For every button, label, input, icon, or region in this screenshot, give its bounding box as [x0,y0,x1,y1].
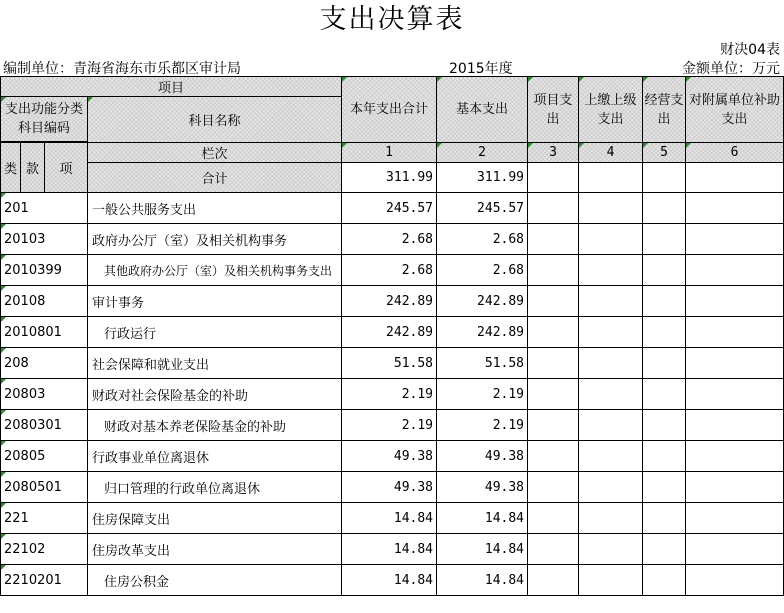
row-subsidiary[interactable] [686,224,784,255]
row-basic[interactable]: 14.84 [437,503,528,534]
table-row [1,255,784,286]
entry-header: 项 [45,143,88,193]
row-business[interactable] [643,503,686,534]
row-code[interactable]: 20108 [1,286,88,317]
col-basic-header: 基本支出 [437,77,528,143]
row-subsidiary[interactable] [686,503,784,534]
row-total[interactable]: 245.57 [342,193,437,224]
form-number: 财决04表 [720,42,780,58]
row-total[interactable]: 2.19 [342,379,437,410]
table-row [1,379,784,410]
row-code[interactable]: 201 [1,193,88,224]
row-basic[interactable]: 242.89 [437,317,528,348]
row-subsidiary[interactable] [686,534,784,565]
row-project[interactable] [528,255,579,286]
row-basic[interactable]: 51.58 [437,348,528,379]
row-total[interactable]: 51.58 [342,348,437,379]
row-name[interactable]: 一般公共服务支出 [88,193,342,224]
row-project[interactable] [528,348,579,379]
row-business[interactable] [643,255,686,286]
row-code[interactable]: 208 [1,348,88,379]
row-basic[interactable]: 245.57 [437,193,528,224]
row-project[interactable] [528,565,579,596]
func-code-header: 支出功能分类科目编码 [1,97,88,142]
row-business[interactable] [643,348,686,379]
row-project[interactable] [528,317,579,348]
row-name[interactable]: 政府办公厅（室）及相关机构事务 [88,224,342,255]
row-name[interactable]: 社会保障和就业支出 [88,348,342,379]
row-basic[interactable]: 242.89 [437,286,528,317]
row-upper[interactable] [579,410,643,441]
row-upper[interactable] [579,317,643,348]
row-name[interactable]: 财政对基本养老保险基金的补助 [88,410,342,441]
row-business[interactable] [643,410,686,441]
row-business[interactable] [643,534,686,565]
col-number-3: 3 [528,143,579,163]
row-business[interactable] [643,472,686,503]
row-subsidiary[interactable] [686,565,784,596]
row-upper[interactable] [579,503,643,534]
row-upper[interactable] [579,441,643,472]
row-total[interactable]: 2.19 [342,410,437,441]
compiling-unit: 编制单位：青海省海东市乐都区审计局 [3,61,241,77]
item-header: 项目 [1,77,342,97]
row-project[interactable] [528,441,579,472]
row-business[interactable] [643,379,686,410]
row-business[interactable] [643,193,686,224]
row-basic[interactable]: 14.84 [437,565,528,596]
row-upper[interactable] [579,565,643,596]
row-project[interactable] [528,503,579,534]
table-row [1,286,784,317]
table-row [1,503,784,534]
table-row [1,193,784,224]
row-total[interactable]: 14.84 [342,534,437,565]
row-upper[interactable] [579,193,643,224]
row-subsidiary[interactable] [686,193,784,224]
row-basic[interactable]: 2.19 [437,379,528,410]
sum-business[interactable] [643,163,686,193]
row-name[interactable]: 住房保障支出 [88,503,342,534]
row-code[interactable]: 22102 [1,534,88,565]
row-project[interactable] [528,379,579,410]
col-upper-header: 上缴上级支出 [579,77,643,143]
row-total[interactable]: 49.38 [342,472,437,503]
col-subsidiary-header: 对附属单位补助支出 [686,77,784,143]
row-business[interactable] [643,286,686,317]
row-name[interactable]: 行政事业单位离退休 [88,441,342,472]
sum-label: 合计 [88,163,342,193]
row-code[interactable]: 20803 [1,379,88,410]
row-project[interactable] [528,224,579,255]
row-code[interactable]: 2010399 [1,255,88,286]
table-row [1,441,784,472]
col-number-2: 2 [437,143,528,163]
table-row [1,348,784,379]
row-business[interactable] [643,317,686,348]
row-code[interactable]: 2010801 [1,317,88,348]
row-code[interactable]: 20103 [1,224,88,255]
row-total[interactable]: 49.38 [342,441,437,472]
row-name[interactable]: 住房公积金 [88,565,342,596]
row-basic[interactable]: 2.19 [437,410,528,441]
row-subsidiary[interactable] [686,410,784,441]
row-basic[interactable]: 49.38 [437,441,528,472]
row-subsidiary[interactable] [686,317,784,348]
row-basic[interactable]: 49.38 [437,472,528,503]
row-name[interactable]: 其他政府办公厅（室）及相关机构事务支出 [88,255,342,286]
subject-name-header: 科目名称 [88,97,342,143]
row-code[interactable]: 2080301 [1,410,88,441]
row-basic[interactable]: 2.68 [437,224,528,255]
row-upper[interactable] [579,286,643,317]
row-upper[interactable] [579,472,643,503]
page-title: 支出决算表 [319,4,465,35]
row-upper[interactable] [579,534,643,565]
row-business[interactable] [643,224,686,255]
row-subsidiary[interactable] [686,472,784,503]
col-number-4: 4 [579,143,643,163]
row-code[interactable]: 221 [1,503,88,534]
row-total[interactable]: 242.89 [342,317,437,348]
col-number-6: 6 [686,143,784,163]
row-code[interactable]: 20805 [1,441,88,472]
row-basic[interactable]: 14.84 [437,534,528,565]
sum-basic[interactable]: 311.99 [437,163,528,193]
table-row [1,472,784,503]
col-number-1: 1 [342,143,437,163]
section-header: 款 [21,143,45,193]
row-project[interactable] [528,193,579,224]
table-row [1,317,784,348]
row-upper[interactable] [579,379,643,410]
row-upper[interactable] [579,348,643,379]
class-header: 类 [1,143,21,193]
row-name[interactable]: 归口管理的行政单位离退休 [88,472,342,503]
row-name[interactable]: 行政运行 [88,317,342,348]
expenditure-table [0,76,784,596]
col-project-header: 项目支出 [528,77,579,143]
row-name[interactable]: 审计事务 [88,286,342,317]
row-total[interactable]: 14.84 [342,565,437,596]
col-total-header: 本年支出合计 [342,77,437,143]
table-row [1,565,784,596]
sum-upper[interactable] [579,163,643,193]
col-business-header: 经营支出 [643,77,686,143]
row-total[interactable]: 242.89 [342,286,437,317]
row-subsidiary[interactable] [686,255,784,286]
row-subsidiary[interactable] [686,286,784,317]
row-total[interactable]: 2.68 [342,255,437,286]
row-project[interactable] [528,286,579,317]
table-row [1,410,784,441]
row-basic[interactable]: 2.68 [437,255,528,286]
row-project[interactable] [528,534,579,565]
row-upper[interactable] [579,224,643,255]
sum-subsidiary[interactable] [686,163,784,193]
col-number-5: 5 [643,143,686,163]
sum-total[interactable]: 311.99 [342,163,437,193]
row-subsidiary[interactable] [686,441,784,472]
row-project[interactable] [528,410,579,441]
row-name[interactable]: 财政对社会保险基金的补助 [88,379,342,410]
row-total[interactable]: 14.84 [342,503,437,534]
table-row [1,224,784,255]
lanci-header: 栏次 [88,143,342,163]
row-subsidiary[interactable] [686,348,784,379]
row-upper[interactable] [579,255,643,286]
row-code[interactable]: 2080501 [1,472,88,503]
row-project[interactable] [528,472,579,503]
table-row [1,534,784,565]
row-business[interactable] [643,565,686,596]
sum-project[interactable] [528,163,579,193]
fiscal-year: 2015年度 [449,61,513,77]
row-code[interactable]: 2210201 [1,565,88,596]
amount-unit: 金额单位：万元 [682,61,780,77]
row-subsidiary[interactable] [686,379,784,410]
row-business[interactable] [643,441,686,472]
row-name[interactable]: 住房改革支出 [88,534,342,565]
row-total[interactable]: 2.68 [342,224,437,255]
